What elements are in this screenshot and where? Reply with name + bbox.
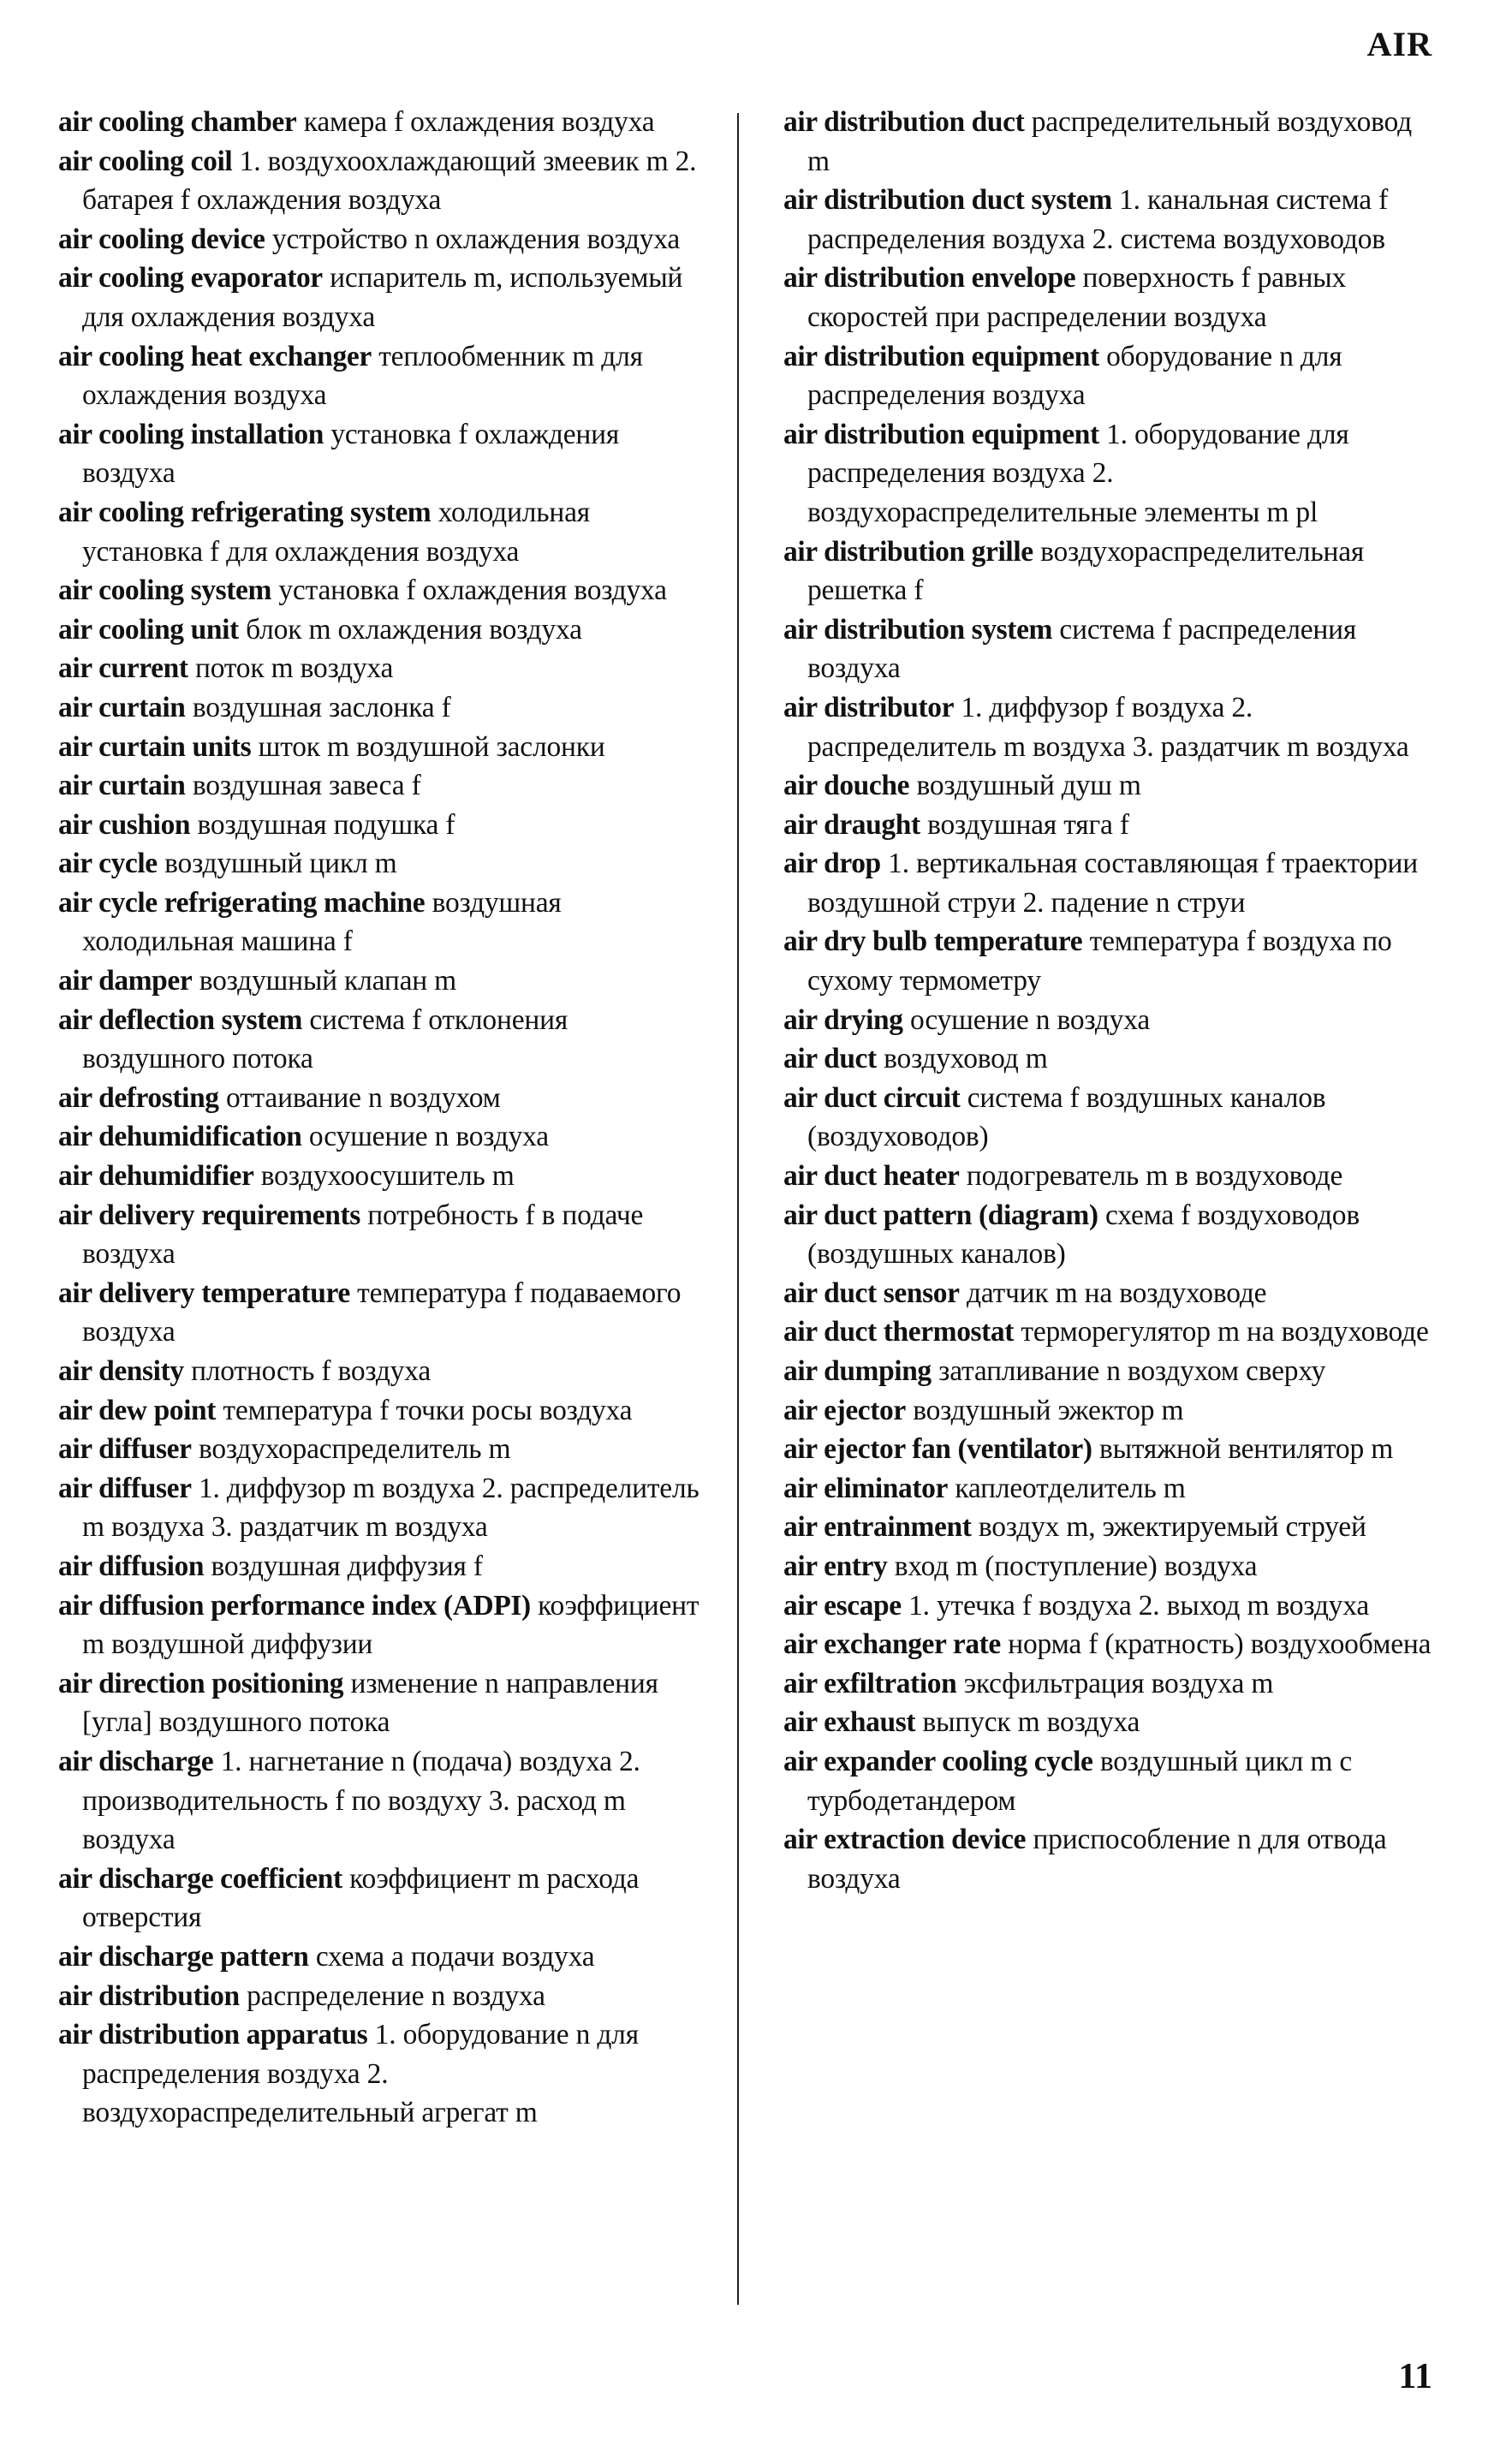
- entry-definition: схема f воздуховодов (воздушных каналов): [807, 1199, 1360, 1271]
- entry-term: air distribution duct: [783, 106, 1025, 138]
- entry-term: air duct heater: [783, 1160, 960, 1193]
- entry-definition: приспособление n для отвода воздуха: [807, 1824, 1387, 1895]
- entry-definition: воздух m, эжектируемый струей: [978, 1511, 1366, 1544]
- entry-definition: 1. диффузор m воздуха 2. распределитель m воздуха 3. раздатчик m воздуха: [82, 1472, 699, 1544]
- entry-term: air discharge coefficient: [58, 1862, 342, 1895]
- entry-term: air douche: [783, 770, 910, 802]
- entry-definition: воздухоосушитель m: [260, 1160, 515, 1193]
- dictionary-entry: [58, 1391, 705, 1431]
- entry-term: air distributor: [783, 691, 955, 723]
- dictionary-entry: [58, 493, 705, 571]
- entry-term: air extraction device: [783, 1824, 1027, 1856]
- entry-term: air cooling device: [58, 223, 265, 255]
- column-divider: [737, 113, 739, 2305]
- entry-definition: блок m охлаждения воздуха: [246, 613, 582, 646]
- dictionary-entry: [58, 649, 705, 688]
- entry-definition: выпуск m воздуха: [922, 1706, 1140, 1739]
- dictionary-entry: [58, 1117, 705, 1157]
- entry-definition: установка f охлаждения воздуха: [82, 418, 620, 490]
- dictionary-entry: [58, 103, 705, 142]
- entry-definition: коэффициент m воздушной диффузии: [82, 1589, 699, 1661]
- entry-term: air distribution equipment: [783, 418, 1099, 450]
- entry-term: air distribution grille: [783, 535, 1033, 568]
- entry-term: air duct pattern (diagram): [783, 1199, 1098, 1231]
- dictionary-entry: [783, 688, 1434, 766]
- entry-term: air duct sensor: [783, 1277, 960, 1309]
- entry-term: air expander cooling cycle: [783, 1745, 1093, 1777]
- dictionary-entry: [783, 1820, 1434, 1898]
- entry-term: air curtain units: [58, 730, 252, 763]
- entry-definition: 1. воздухоохлаждающий змеевик m 2. батарея f охлаждения воздуха: [82, 145, 697, 217]
- entry-term: air drop: [783, 848, 881, 880]
- entry-definition: температура f воздуха по сухому термометру: [807, 925, 1392, 997]
- entry-term: air diffuser: [58, 1472, 192, 1504]
- entry-definition: система f отклонения воздушного потока: [82, 1003, 568, 1075]
- entry-definition: 1. вертикальная составляющая f траектории воздушной струи 2. падение n струи: [807, 848, 1419, 919]
- entry-term: air cooling refrigerating system: [58, 496, 432, 528]
- dictionary-entry: [783, 337, 1434, 415]
- entry-term: air discharge pattern: [58, 1940, 309, 1973]
- entry-definition: система f воздушных каналов (воздуховодов): [807, 1081, 1326, 1153]
- entry-term: air exchanger rate: [783, 1628, 1001, 1661]
- dictionary-entry: [783, 1742, 1434, 1820]
- entry-term: air duct circuit: [783, 1081, 961, 1114]
- dictionary-entry: [58, 220, 705, 259]
- dictionary-entry: [58, 884, 705, 961]
- entry-term: air deflection system: [58, 1003, 302, 1036]
- dictionary-entry: [58, 806, 705, 845]
- entry-definition: воздушная заслонка f: [192, 691, 451, 723]
- dictionary-entry: [58, 1586, 705, 1664]
- entry-term: air current: [58, 652, 188, 685]
- entry-term: air escape: [783, 1589, 902, 1622]
- dictionary-entry: [58, 1352, 705, 1391]
- entry-term: air distribution system: [783, 613, 1053, 646]
- entry-term: air defrosting: [58, 1081, 219, 1114]
- entry-definition: 1. оборудование n для распределения воздуха 2. воздухораспределительный агрегат m: [82, 2019, 639, 2129]
- entry-definition: потребность f в подаче воздуха: [82, 1199, 644, 1271]
- entry-definition: осушение n воздуха: [308, 1121, 549, 1153]
- dictionary-entry: [58, 728, 705, 767]
- dictionary-entry: [58, 1664, 705, 1742]
- dictionary-entry: [58, 1430, 705, 1469]
- entry-definition: воздуховод m: [884, 1043, 1048, 1075]
- entry-term: air draught: [783, 808, 920, 841]
- entry-definition: норма f (кратность) воздухообмена: [1008, 1628, 1432, 1661]
- dictionary-entry: [58, 766, 705, 806]
- dictionary-entry: [783, 1274, 1434, 1313]
- entry-definition: осушение n воздуха: [910, 1003, 1151, 1036]
- entry-definition: поток m воздуха: [194, 652, 394, 685]
- entry-definition: 1. нагнетание n (подача) воздуха 2. производительность f по воздуху 3. расход m воздуха: [82, 1745, 640, 1856]
- entry-definition: 1. канальная система f распределения воздуха 2. система воздуховодов: [807, 184, 1389, 255]
- entry-term: air dumping: [783, 1355, 932, 1387]
- entry-term: air cooling chamber: [58, 106, 297, 138]
- entry-definition: воздушная тяга f: [927, 808, 1129, 841]
- entry-definition: воздушная подушка f: [197, 808, 455, 841]
- entry-definition: подогреватель m в воздуховоде: [966, 1160, 1343, 1193]
- dictionary-entry: [783, 1039, 1434, 1079]
- entry-definition: камера f охлаждения воздуха: [303, 106, 655, 138]
- entry-definition: воздушная холодильная машина f: [82, 886, 562, 958]
- dictionary-entry: [58, 415, 705, 493]
- entry-definition: датчик m на воздуховоде: [966, 1277, 1267, 1309]
- dictionary-entry: [783, 806, 1434, 845]
- entry-definition: воздушная диффузия f: [211, 1550, 483, 1582]
- dictionary-entry: [783, 1625, 1434, 1664]
- entry-term: air dry bulb temperature: [783, 925, 1083, 958]
- entry-definition: каплеотделитель m: [955, 1472, 1186, 1504]
- entry-term: air distribution envelope: [783, 262, 1076, 295]
- entry-definition: воздушный цикл m с турбодетандером: [807, 1745, 1353, 1817]
- entry-term: air entry: [783, 1550, 888, 1582]
- dictionary-entry: [783, 103, 1434, 181]
- entry-term: air ejector fan (ventilator): [783, 1433, 1092, 1466]
- entry-term: air ejector: [783, 1394, 906, 1426]
- dictionary-entry: [58, 610, 705, 650]
- entry-term: air cooling unit: [58, 613, 239, 646]
- dictionary-entry: [783, 922, 1434, 1000]
- entry-definition: изменение n направления [угла] воздушного потока: [82, 1667, 658, 1739]
- dictionary-entry: [783, 1001, 1434, 1040]
- entry-definition: терморегулятор m на воздуховоде: [1021, 1316, 1429, 1348]
- entry-term: air exfiltration: [783, 1667, 957, 1699]
- entry-term: air cycle refrigerating machine: [58, 886, 426, 919]
- entry-definition: схема a подачи воздуха: [315, 1940, 595, 1973]
- entry-definition: температура f точки росы воздуха: [223, 1394, 633, 1426]
- dictionary-entry: [58, 259, 705, 336]
- entry-term: air curtain: [58, 691, 186, 723]
- page-number: 11: [1398, 2357, 1432, 2396]
- dictionary-entry: [58, 1157, 705, 1196]
- entry-term: air diffusion: [58, 1550, 205, 1582]
- dictionary-entry: [58, 844, 705, 884]
- dictionary-entry: [783, 181, 1434, 259]
- dictionary-entry: [58, 337, 705, 415]
- entry-term: air discharge: [58, 1745, 214, 1777]
- dictionary-entry: [58, 961, 705, 1001]
- dictionary-entry: [783, 844, 1434, 922]
- entry-term: air cooling evaporator: [58, 262, 323, 295]
- entry-definition: воздухораспределитель m: [198, 1433, 511, 1466]
- dictionary-entry: [783, 1196, 1434, 1274]
- entry-definition: поверхность f равных скоростей при распределении воздуха: [807, 262, 1347, 333]
- entry-term: air duct: [783, 1043, 877, 1075]
- dictionary-entry: [783, 1079, 1434, 1157]
- dictionary-entry: [58, 688, 705, 728]
- entry-term: air exhaust: [783, 1706, 916, 1739]
- dictionary-entry: [783, 1469, 1434, 1509]
- entry-term: air dehumidifier: [58, 1160, 254, 1193]
- running-header: AIR: [1366, 25, 1432, 63]
- entry-term: air distribution apparatus: [58, 2019, 368, 2051]
- entry-definition: шток m воздушной заслонки: [258, 730, 605, 763]
- entry-definition: воздушный эжектор m: [913, 1394, 1184, 1426]
- dictionary-entry: [783, 1391, 1434, 1431]
- entry-term: air diffuser: [58, 1433, 192, 1466]
- entry-definition: распределительный воздуховод m: [807, 106, 1412, 177]
- entry-term: air cushion: [58, 808, 191, 841]
- entry-definition: 1. диффузор f воздуха 2. распределитель m воздуха 3. раздатчик m воздуха: [807, 691, 1409, 763]
- entry-definition: система f распределения воздуха: [807, 613, 1357, 685]
- dictionary-entry: [783, 1586, 1434, 1626]
- entry-term: air cooling heat exchanger: [58, 340, 372, 372]
- dictionary-entry: [783, 259, 1434, 336]
- entry-term: air dehumidification: [58, 1121, 302, 1153]
- dictionary-entry: [783, 1664, 1434, 1704]
- dictionary-entry: [58, 1196, 705, 1274]
- dictionary-entry: [783, 1547, 1434, 1586]
- entry-term: air cooling installation: [58, 418, 324, 450]
- entry-definition: коэффициент m расхода отверстия: [82, 1862, 640, 1934]
- entry-definition: вход m (поступление) воздуха: [894, 1550, 1258, 1582]
- dictionary-entry: [58, 2015, 705, 2133]
- entry-definition: воздушная завеса f: [192, 770, 421, 802]
- dictionary-entry: [783, 766, 1434, 806]
- dictionary-entry: [58, 1937, 705, 1977]
- entry-definition: воздушный цикл m: [164, 848, 397, 880]
- dictionary-entry: [783, 1508, 1434, 1547]
- dictionary-entry: [58, 1469, 705, 1547]
- entry-term: air diffusion performance index (ADPI): [58, 1589, 531, 1622]
- entry-term: air distribution equipment: [783, 340, 1099, 372]
- entry-definition: оборудование n для распределения воздуха: [807, 340, 1342, 412]
- dictionary-entry: [58, 1274, 705, 1352]
- entry-definition: теплообменник m для охлаждения воздуха: [82, 340, 643, 412]
- dictionary-entry: [58, 1079, 705, 1118]
- dictionary-entry: [783, 1703, 1434, 1742]
- dictionary-entry: [783, 1157, 1434, 1196]
- dictionary-entry: [783, 533, 1434, 610]
- entry-term: air cooling coil: [58, 145, 233, 177]
- right-column: [783, 103, 1434, 1898]
- entry-term: air eliminator: [783, 1472, 948, 1504]
- entry-term: air cooling system: [58, 574, 271, 607]
- dictionary-entry: [58, 1001, 705, 1079]
- entry-term: air curtain: [58, 770, 186, 802]
- dictionary-entry: [783, 610, 1434, 688]
- dictionary-entry: [783, 1312, 1434, 1352]
- entry-term: air drying: [783, 1003, 903, 1036]
- dictionary-entry: [58, 1547, 705, 1586]
- entry-term: air dew point: [58, 1394, 217, 1426]
- entry-term: air distribution: [58, 1979, 240, 2012]
- entry-term: air entrainment: [783, 1511, 972, 1544]
- dictionary-entry: [58, 571, 705, 610]
- dictionary-entry: [783, 415, 1434, 533]
- entry-definition: воздушный клапан m: [199, 965, 457, 997]
- entry-definition: установка f охлаждения воздуха: [278, 574, 667, 607]
- entry-term: air damper: [58, 965, 193, 997]
- dictionary-entry: [58, 1977, 705, 2016]
- entry-definition: плотность f воздуха: [191, 1355, 431, 1387]
- entry-definition: 1. утечка f воздуха 2. выход m воздуха: [908, 1589, 1370, 1622]
- entry-term: air cycle: [58, 848, 158, 880]
- dictionary-entry: [58, 1860, 705, 1937]
- entry-definition: воздухораспределительная решетка f: [807, 535, 1365, 607]
- entry-definition: испаритель m, используемый для охлаждения воздуха: [82, 262, 683, 333]
- dictionary-entry: [58, 142, 705, 220]
- entry-definition: оттаивание n воздухом: [226, 1081, 501, 1114]
- entry-term: air distribution duct system: [783, 184, 1112, 217]
- entry-term: air duct thermostat: [783, 1316, 1015, 1348]
- dictionary-entry: [783, 1352, 1434, 1391]
- dictionary-entry: [58, 1742, 705, 1860]
- entry-definition: холодильная установка f для охлаждения воздуха: [82, 496, 590, 568]
- entry-definition: воздушный душ m: [916, 770, 1141, 802]
- entry-definition: затапливание n воздухом сверху: [938, 1355, 1326, 1387]
- entry-definition: устройство n охлаждения воздуха: [271, 223, 681, 255]
- entry-definition: 1. оборудование для распределения воздуха 2. воздухораспределительные элементы m pl: [807, 418, 1349, 528]
- entry-definition: температура f подаваемого воздуха: [82, 1277, 682, 1348]
- left-column: [58, 103, 705, 2133]
- entry-term: air density: [58, 1355, 184, 1387]
- entry-term: air delivery requirements: [58, 1199, 360, 1231]
- entry-definition: распределение n воздуха: [247, 1979, 545, 2012]
- dictionary-entry: [783, 1430, 1434, 1469]
- entry-term: air direction positioning: [58, 1667, 344, 1699]
- entry-term: air delivery temperature: [58, 1277, 350, 1309]
- entry-definition: вытяжной вентилятор m: [1098, 1433, 1394, 1466]
- entry-definition: эксфильтрация воздуха m: [963, 1667, 1274, 1699]
